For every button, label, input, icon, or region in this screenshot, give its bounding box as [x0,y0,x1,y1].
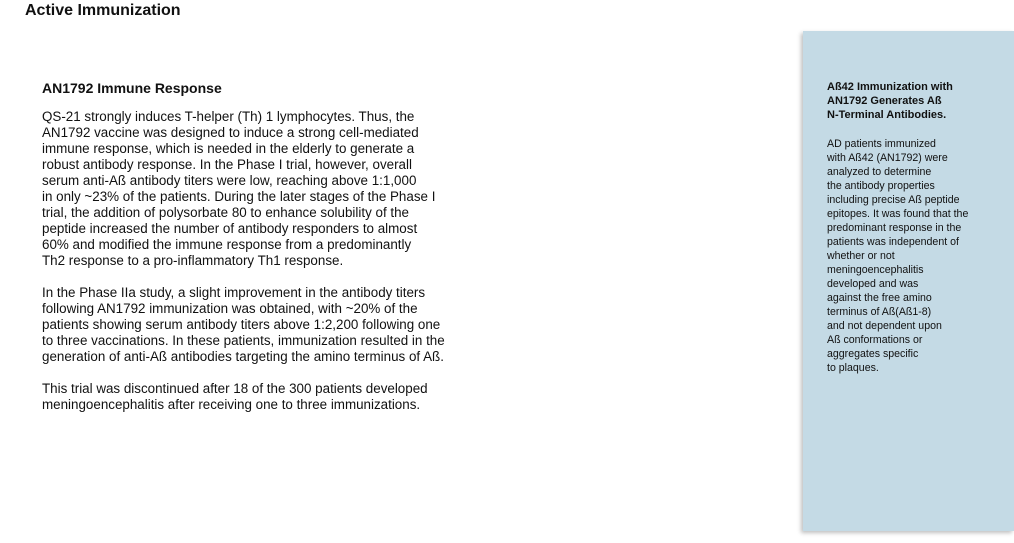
page-title: Active Immunization [25,2,181,19]
section-title: AN1792 Immune Response [42,80,222,96]
paragraph-trial-discontinued: This trial was discontinued after 18 of the 300 patients developed meningoencephalitis after receiving one to three immunizations. [42,381,428,412]
sidebar-callout [803,31,1014,531]
sidebar-title: Aß42 Immunization with AN1792 Generates Aß N-Terminal Antibodies. [827,81,953,121]
paragraph-immune-response: QS-21 strongly induces T-helper (Th) 1 lymphocytes. Thus, the AN1792 vaccine was designed to induce a strong cell-mediated immune response, which is needed in the elderly to generate a robust antibody response. In the Phase I trial, however, overall serum anti-Aß antibody titers were low, reaching above 1:1,000 in only ~23% of the patients. During the later stages of the Phase I trial, the addition of polysorbate 80 to enhance solubility of the peptide increased the number of antibody responders to almost 60% and modified the immune response from a predominantly Th2 response to a pro-inflammatory Th1 response. [42,109,436,268]
main-content [42,79,472,429]
sidebar-body: AD patients immunized with Aß42 (AN1792) were analyzed to determine the antibody properties including precise Aß peptide epitopes. It was found that the predominant response in the patients was independent of whether or not meningoencephalitis developed and was against the free amino terminus of Aß(Aß1-8) and not dependent upon Aß conformations or aggregates specific to plaques. [827,138,969,374]
paragraph-phase-iia: In the Phase IIa study, a slight improvement in the antibody titers following AN1792 immunization was obtained, with ~20% of the patients showing serum antibody titers above 1:2,200 following one to three vaccinations. In these patients, immunization resulted in the generation of anti-Aß antibodies targeting the amino terminus of Aß. [42,285,445,364]
